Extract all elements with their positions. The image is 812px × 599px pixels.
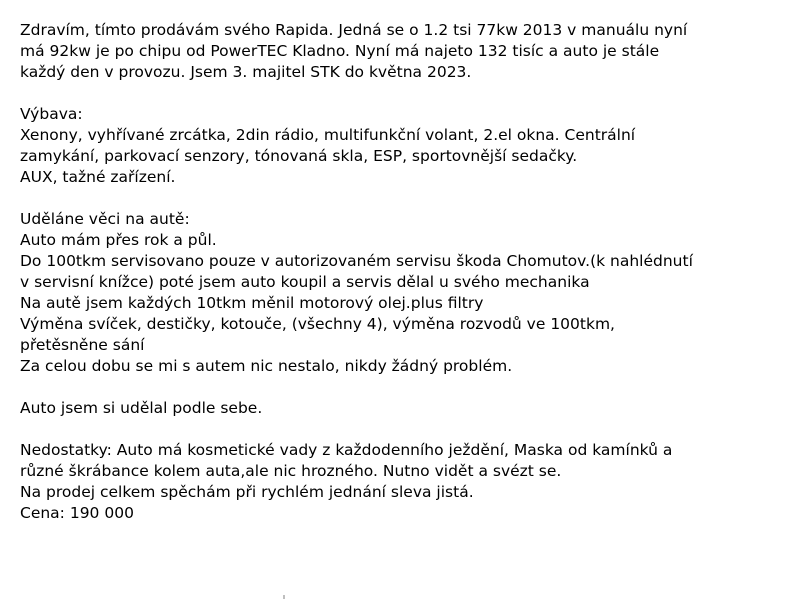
bottom-edge-mark (283, 595, 285, 599)
work-done-line: v servisní knížce) poté jsem auto koupil a servis dělal u svého mechanika (20, 273, 590, 291)
equipment-heading: Výbava: (20, 105, 83, 123)
intro-line: každý den v provozu. Jsem 3. majitel STK do května 2023. (20, 63, 472, 81)
equipment-paragraph (20, 104, 792, 188)
custom-paragraph (20, 398, 792, 419)
listing-description (20, 20, 792, 545)
intro-line: Zdravím, tímto prodávám svého Rapida. Jedná se o 1.2 tsi 77kw 2013 v manuálu nyní (20, 21, 688, 39)
work-done-heading: Uděláne věci na autě: (20, 210, 190, 228)
custom-line: Auto jsem si udělal podle sebe. (20, 399, 263, 417)
work-done-line: Na autě jsem každých 10tkm měnil motorový olej.plus filtry (20, 294, 484, 312)
work-done-line: Za celou dobu se mi s autem nic nestalo, nikdy žádný problém. (20, 357, 513, 375)
work-done-line: Výměna svíček, destičky, kotouče, (všechny 4), výměna rozvodů ve 100tkm, (20, 315, 615, 333)
defects-paragraph (20, 440, 792, 524)
defects-line: Nedostatky: Auto má kosmetické vady z každodenního ježdění, Maska od kamínků a (20, 441, 673, 459)
defects-line: různé škrábance kolem auta,ale nic hrozného. Nutno vidět a svézt se. (20, 462, 562, 480)
work-done-line: přetěsněne sání (20, 336, 145, 354)
intro-paragraph (20, 20, 792, 83)
work-done-line: Do 100tkm servisovano pouze v autorizovaném servisu škoda Chomutov.(k nahlédnutí (20, 252, 693, 270)
price-line: Cena: 190 000 (20, 504, 134, 522)
work-done-paragraph (20, 209, 792, 377)
equipment-line: zamykání, parkovací senzory, tónovaná skla, ESP, sportovnější sedačky. (20, 147, 578, 165)
equipment-line: AUX, tažné zařízení. (20, 168, 176, 186)
work-done-line: Auto mám přes rok a půl. (20, 231, 217, 249)
defects-line: Na prodej celkem spěchám při rychlém jednání sleva jistá. (20, 483, 474, 501)
equipment-line: Xenony, vyhřívané zrcátka, 2din rádio, multifunkční volant, 2.el okna. Centrální (20, 126, 636, 144)
intro-line: má 92kw je po chipu od PowerTEC Kladno. Nyní má najeto 132 tisíc a auto je stále (20, 42, 660, 60)
